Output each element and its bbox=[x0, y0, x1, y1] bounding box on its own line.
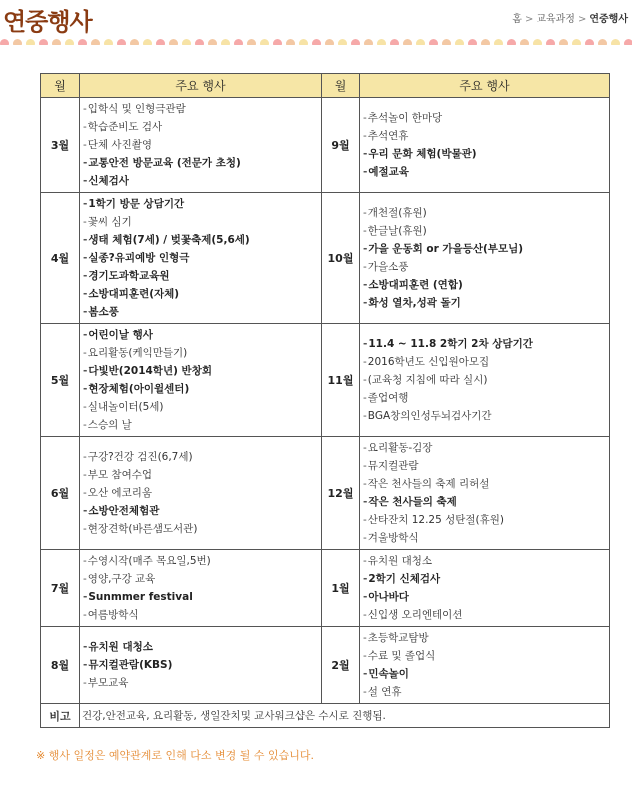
event-item: - 개천절(휴원) bbox=[359, 204, 609, 222]
event-item: - Sunmmer festival bbox=[79, 588, 321, 606]
event-item: - 초등학교탐방 bbox=[359, 629, 609, 647]
events-cell bbox=[80, 437, 322, 550]
breadcrumb-home-link[interactable]: 홈 bbox=[512, 14, 522, 25]
decorative-dot bbox=[598, 39, 607, 45]
decorative-dot bbox=[624, 39, 632, 45]
decorative-dot bbox=[481, 39, 490, 45]
table-row bbox=[41, 627, 610, 704]
event-item: - 뮤지컬관람 bbox=[359, 457, 609, 475]
table-row bbox=[41, 550, 610, 627]
decorative-dot bbox=[117, 39, 126, 45]
event-item: - 구강?건강 검진(6,7세) bbox=[79, 448, 321, 466]
decorative-dot bbox=[520, 39, 529, 45]
decorative-dot bbox=[390, 39, 399, 45]
event-item: - 실내놀이터(5세) bbox=[79, 398, 321, 416]
decorative-dot bbox=[338, 39, 347, 45]
event-item: - 요리활동(케익만들기) bbox=[79, 344, 321, 362]
decorative-dot bbox=[533, 39, 542, 45]
event-item: - 소방안전체험관 bbox=[79, 502, 321, 520]
decorative-dot bbox=[195, 39, 204, 45]
decorative-dot bbox=[182, 39, 191, 45]
decorative-dot bbox=[325, 39, 334, 45]
events-cell bbox=[80, 550, 322, 627]
decorative-dot bbox=[312, 39, 321, 45]
schedule-change-notice: ※ 행사 일정은 예약관계로 인해 다소 변경 될 수 있습니다. bbox=[36, 749, 314, 762]
event-item: - 부모교육 bbox=[79, 674, 321, 692]
event-item: - 유치원 대청소 bbox=[359, 552, 609, 570]
decorative-dot bbox=[26, 39, 35, 45]
event-item: - 2016학년도 신입원아모집 bbox=[359, 353, 609, 371]
events-cell bbox=[360, 193, 610, 324]
event-item: - 봄소풍 bbox=[79, 303, 321, 321]
decorative-dot bbox=[546, 39, 555, 45]
event-item: - 추석연휴 bbox=[359, 127, 609, 145]
event-item: - 유치원 대청소 bbox=[79, 638, 321, 656]
breadcrumb-separator: > bbox=[577, 14, 587, 25]
breadcrumb-current: 연중행사 bbox=[589, 14, 628, 25]
month-cell: 12월 bbox=[322, 437, 360, 550]
decorative-dot bbox=[65, 39, 74, 45]
event-item: - 설 연휴 bbox=[359, 683, 609, 701]
event-item: - 요리활동-김장 bbox=[359, 439, 609, 457]
breadcrumb bbox=[512, 10, 628, 25]
event-item: - 수료 및 졸업식 bbox=[359, 647, 609, 665]
event-item: - 11.4 ~ 11.8 2학기 2차 상담기간 bbox=[359, 335, 609, 353]
breadcrumb-separator: > bbox=[524, 14, 534, 25]
event-item: - 아나바다 bbox=[359, 588, 609, 606]
decorative-dot bbox=[221, 39, 230, 45]
event-item: - 가을소풍 bbox=[359, 258, 609, 276]
event-item: - 뮤지컬관람(KBS) bbox=[79, 656, 321, 674]
month-cell: 8월 bbox=[41, 627, 80, 704]
event-item: - 현장견학(바른샘도서관) bbox=[79, 520, 321, 538]
events-cell bbox=[360, 550, 610, 627]
decorative-dot bbox=[455, 39, 464, 45]
decorative-dot bbox=[403, 39, 412, 45]
note-label: 비고 bbox=[41, 704, 80, 728]
event-item: - 예절교육 bbox=[359, 163, 609, 181]
table-row bbox=[41, 437, 610, 550]
event-item: - 한글날(휴원) bbox=[359, 222, 609, 240]
event-item: - 산타잔치 12.25 성탄절(휴원) bbox=[359, 511, 609, 529]
breadcrumb-curriculum-link[interactable]: 교육과정 bbox=[536, 14, 575, 25]
event-item: - 가을 운동회 or 가을등산(부모님) bbox=[359, 240, 609, 258]
events-cell bbox=[360, 98, 610, 193]
event-item: - 경기도과학교육원 bbox=[79, 267, 321, 285]
event-item: - 화성 열차,성곽 돌기 bbox=[359, 294, 609, 312]
month-cell: 9월 bbox=[322, 98, 360, 193]
column-header-month: 월 bbox=[322, 74, 360, 98]
decorative-dot bbox=[260, 39, 269, 45]
event-item: - 1학기 방문 상담기간 bbox=[79, 195, 321, 213]
event-item: - 학습준비도 검사 bbox=[79, 118, 321, 136]
event-item: - 신체검사 bbox=[79, 172, 321, 190]
event-item: - 소방대피훈련 (연합) bbox=[359, 276, 609, 294]
event-item: - 다빛반(2014학년) 반창회 bbox=[79, 362, 321, 380]
table-row bbox=[41, 98, 610, 193]
table-row bbox=[41, 324, 610, 437]
event-item: - 교통안전 방문교육 (전문가 초청) bbox=[79, 154, 321, 172]
decorative-dot bbox=[234, 39, 243, 45]
month-cell: 10월 bbox=[322, 193, 360, 324]
decorative-dot bbox=[78, 39, 87, 45]
decorative-dot bbox=[39, 39, 48, 45]
annual-events-table bbox=[40, 73, 610, 728]
month-cell: 4월 bbox=[41, 193, 80, 324]
column-header-events: 주요 행사 bbox=[360, 74, 610, 98]
event-item: - 꽃씨 심기 bbox=[79, 213, 321, 231]
decorative-dot bbox=[351, 39, 360, 45]
decorative-dot bbox=[52, 39, 61, 45]
decorative-dot bbox=[442, 39, 451, 45]
event-item: - 우리 문화 체험(박물관) bbox=[359, 145, 609, 163]
event-item: - 추석놀이 한마당 bbox=[359, 109, 609, 127]
decorative-dot bbox=[494, 39, 503, 45]
event-item: - 2학기 신체검사 bbox=[359, 570, 609, 588]
events-cell bbox=[80, 193, 322, 324]
decorative-dot bbox=[156, 39, 165, 45]
event-item: - (교육청 지침에 따라 실시) bbox=[359, 371, 609, 389]
decorative-dot bbox=[169, 39, 178, 45]
decorative-dot bbox=[468, 39, 477, 45]
event-item: - 어린이날 행사 bbox=[79, 326, 321, 344]
decorative-dot bbox=[364, 39, 373, 45]
decorative-dot bbox=[299, 39, 308, 45]
event-item: - BGA창의인성두뇌검사기간 bbox=[359, 407, 609, 425]
event-item: - 겨울방학식 bbox=[359, 529, 609, 547]
month-cell: 6월 bbox=[41, 437, 80, 550]
decorative-dot bbox=[143, 39, 152, 45]
table-row bbox=[41, 193, 610, 324]
month-cell: 11월 bbox=[322, 324, 360, 437]
month-cell: 3월 bbox=[41, 98, 80, 193]
decorative-dot bbox=[559, 39, 568, 45]
event-item: - 졸업여행 bbox=[359, 389, 609, 407]
decorative-dot bbox=[13, 39, 22, 45]
event-item: - 수영시작(매주 목요일,5번) bbox=[79, 552, 321, 570]
event-item: - 실종?유괴예방 인형극 bbox=[79, 249, 321, 267]
events-cell bbox=[80, 324, 322, 437]
decorative-dot bbox=[286, 39, 295, 45]
event-item: - 오산 에코리움 bbox=[79, 484, 321, 502]
decorative-dot bbox=[572, 39, 581, 45]
events-cell bbox=[360, 437, 610, 550]
event-item: - 입학식 및 인형극관람 bbox=[79, 100, 321, 118]
event-item: - 현장체험(아이윌센터) bbox=[79, 380, 321, 398]
decorative-dot bbox=[416, 39, 425, 45]
month-cell: 1월 bbox=[322, 550, 360, 627]
event-item: - 영양,구강 교육 bbox=[79, 570, 321, 588]
column-header-events: 주요 행사 bbox=[80, 74, 322, 98]
decorative-dot bbox=[507, 39, 516, 45]
event-item: - 부모 참여수업 bbox=[79, 466, 321, 484]
events-cell bbox=[80, 98, 322, 193]
decorative-dot bbox=[429, 39, 438, 45]
month-cell: 7월 bbox=[41, 550, 80, 627]
event-item: - 여름방학식 bbox=[79, 606, 321, 624]
month-cell: 5월 bbox=[41, 324, 80, 437]
decorative-dot bbox=[611, 39, 620, 45]
decorative-dot bbox=[377, 39, 386, 45]
table-header-row bbox=[41, 74, 610, 98]
event-item: - 민속놀이 bbox=[359, 665, 609, 683]
event-item: - 단체 사진촬영 bbox=[79, 136, 321, 154]
note-text: 건강,안전교육, 요리활동, 생일잔치및 교사워크샵은 수시로 진행됨. bbox=[80, 704, 610, 728]
decorative-dot bbox=[0, 39, 9, 45]
event-item: - 스승의 날 bbox=[79, 416, 321, 434]
event-item: - 작은 천사들의 축제 리허설 bbox=[359, 475, 609, 493]
column-header-month: 월 bbox=[41, 74, 80, 98]
event-item: - 작은 천사들의 축제 bbox=[359, 493, 609, 511]
decorative-dot bbox=[585, 39, 594, 45]
page-title: 연중행사 bbox=[3, 8, 92, 36]
decorative-dot bbox=[247, 39, 256, 45]
decorative-dot bbox=[91, 39, 100, 45]
events-cell bbox=[80, 627, 322, 704]
event-item: - 생태 체험(7세) / 벚꽃축제(5,6세) bbox=[79, 231, 321, 249]
table-row-note bbox=[41, 704, 610, 728]
decorative-dot bbox=[104, 39, 113, 45]
decorative-dot bbox=[273, 39, 282, 45]
event-item: - 소방대피훈련(자체) bbox=[79, 285, 321, 303]
events-cell bbox=[360, 324, 610, 437]
month-cell: 2월 bbox=[322, 627, 360, 704]
event-item: - 신입생 오리엔테이션 bbox=[359, 606, 609, 624]
events-cell bbox=[360, 627, 610, 704]
decorative-dot-divider bbox=[0, 33, 632, 45]
decorative-dot bbox=[130, 39, 139, 45]
decorative-dot bbox=[208, 39, 217, 45]
